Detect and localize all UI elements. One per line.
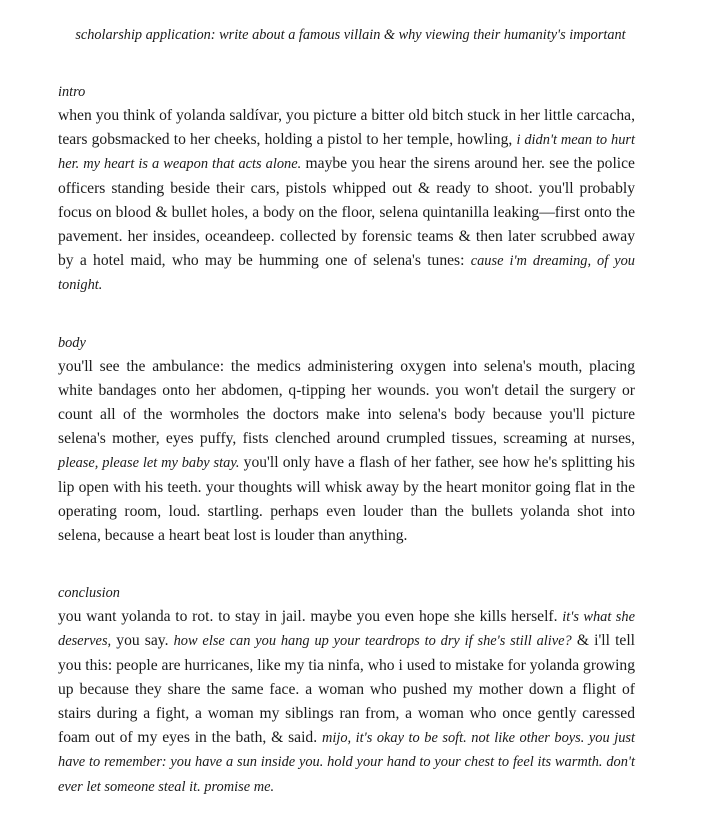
section-conclusion [58,584,635,799]
text-run: you want yolanda to rot. to stay in jail. maybe you even hope she kills herself. [58,608,563,626]
italic-text-run: it's what she deserves, [58,609,635,650]
section-heading-intro: intro [58,84,86,100]
text-run: you say. [111,632,174,650]
section-intro [58,83,635,298]
italic-text-run: how else can you hang up your teardrops to dry if she's still alive? [173,633,572,650]
page-title: scholarship application: write about a famous villain & why viewing their humanity's important [75,27,626,43]
italic-text-run: i didn't mean to hurt her. my heart is a weapon that acts alone. [58,132,635,173]
italic-text-run: cause i'm dreaming, of you tonight. [58,253,635,294]
section-paragraph-body [58,355,635,549]
text-run: & i'll tell you this: people are hurricanes, like my tia ninfa, who i used to mistake for yolanda growing up because they share the same face. a woman who pushed my mother down a flight of stairs during a fight, a woman my siblings ran from, a woman who once gently caressed foam out of my eyes in the bath, & said. [58,632,635,747]
section-body [58,334,635,549]
italic-text-run: mijo, it's okay to be soft. not like other boys. you just have to remember: you have a sun inside you. hold your hand to your chest to feel its warmth. don't ever let someone steal it. promise me. [58,730,635,795]
section-heading-conclusion: conclusion [58,585,120,602]
text-run: when you think of yolanda saldívar, you picture a bitter old bitch stuck in her little carcacha, tears gobsmacked to her cheeks, holding a pistol to her temple, howling, [58,107,635,149]
text-run: maybe you hear the sirens around her. see the police officers standing beside their cars, pistols whipped out & ready to shoot. you'll probably focus on blood & bullet holes, a body on the floor, selena quintanilla leaking—first onto the pavement. her insides, oceandeep. collected by forensic teams & then later scrubbed away by a hotel maid, who may be humming one of selena's tunes: [58,155,635,270]
section-paragraph-intro [58,104,635,298]
section-heading-body: body [58,334,86,351]
text-run: you'll see the ambulance: the medics administering oxygen into selena's mouth, placing white bandages onto her abdomen, q-tipping her wounds. you won't detail the surgery or count all of the wormholes the doctors make into selena's body because you'll picture selena's mother, eyes puffy, fists clenched around crumpled tissues, screaming at nurses, [58,357,635,448]
section-paragraph-conclusion [58,605,635,799]
text-run: you'll only have a flash of her father, see how he's splitting his lip open with his teeth. your thoughts will whisk away by the heart monitor going flat in the operating room, loud. startling. perhaps even louder than the bullets yolanda shot into selena, because a heart beat lost is louder than anything. [58,454,635,545]
italic-text-run: please, please let my baby stay. [58,455,240,472]
